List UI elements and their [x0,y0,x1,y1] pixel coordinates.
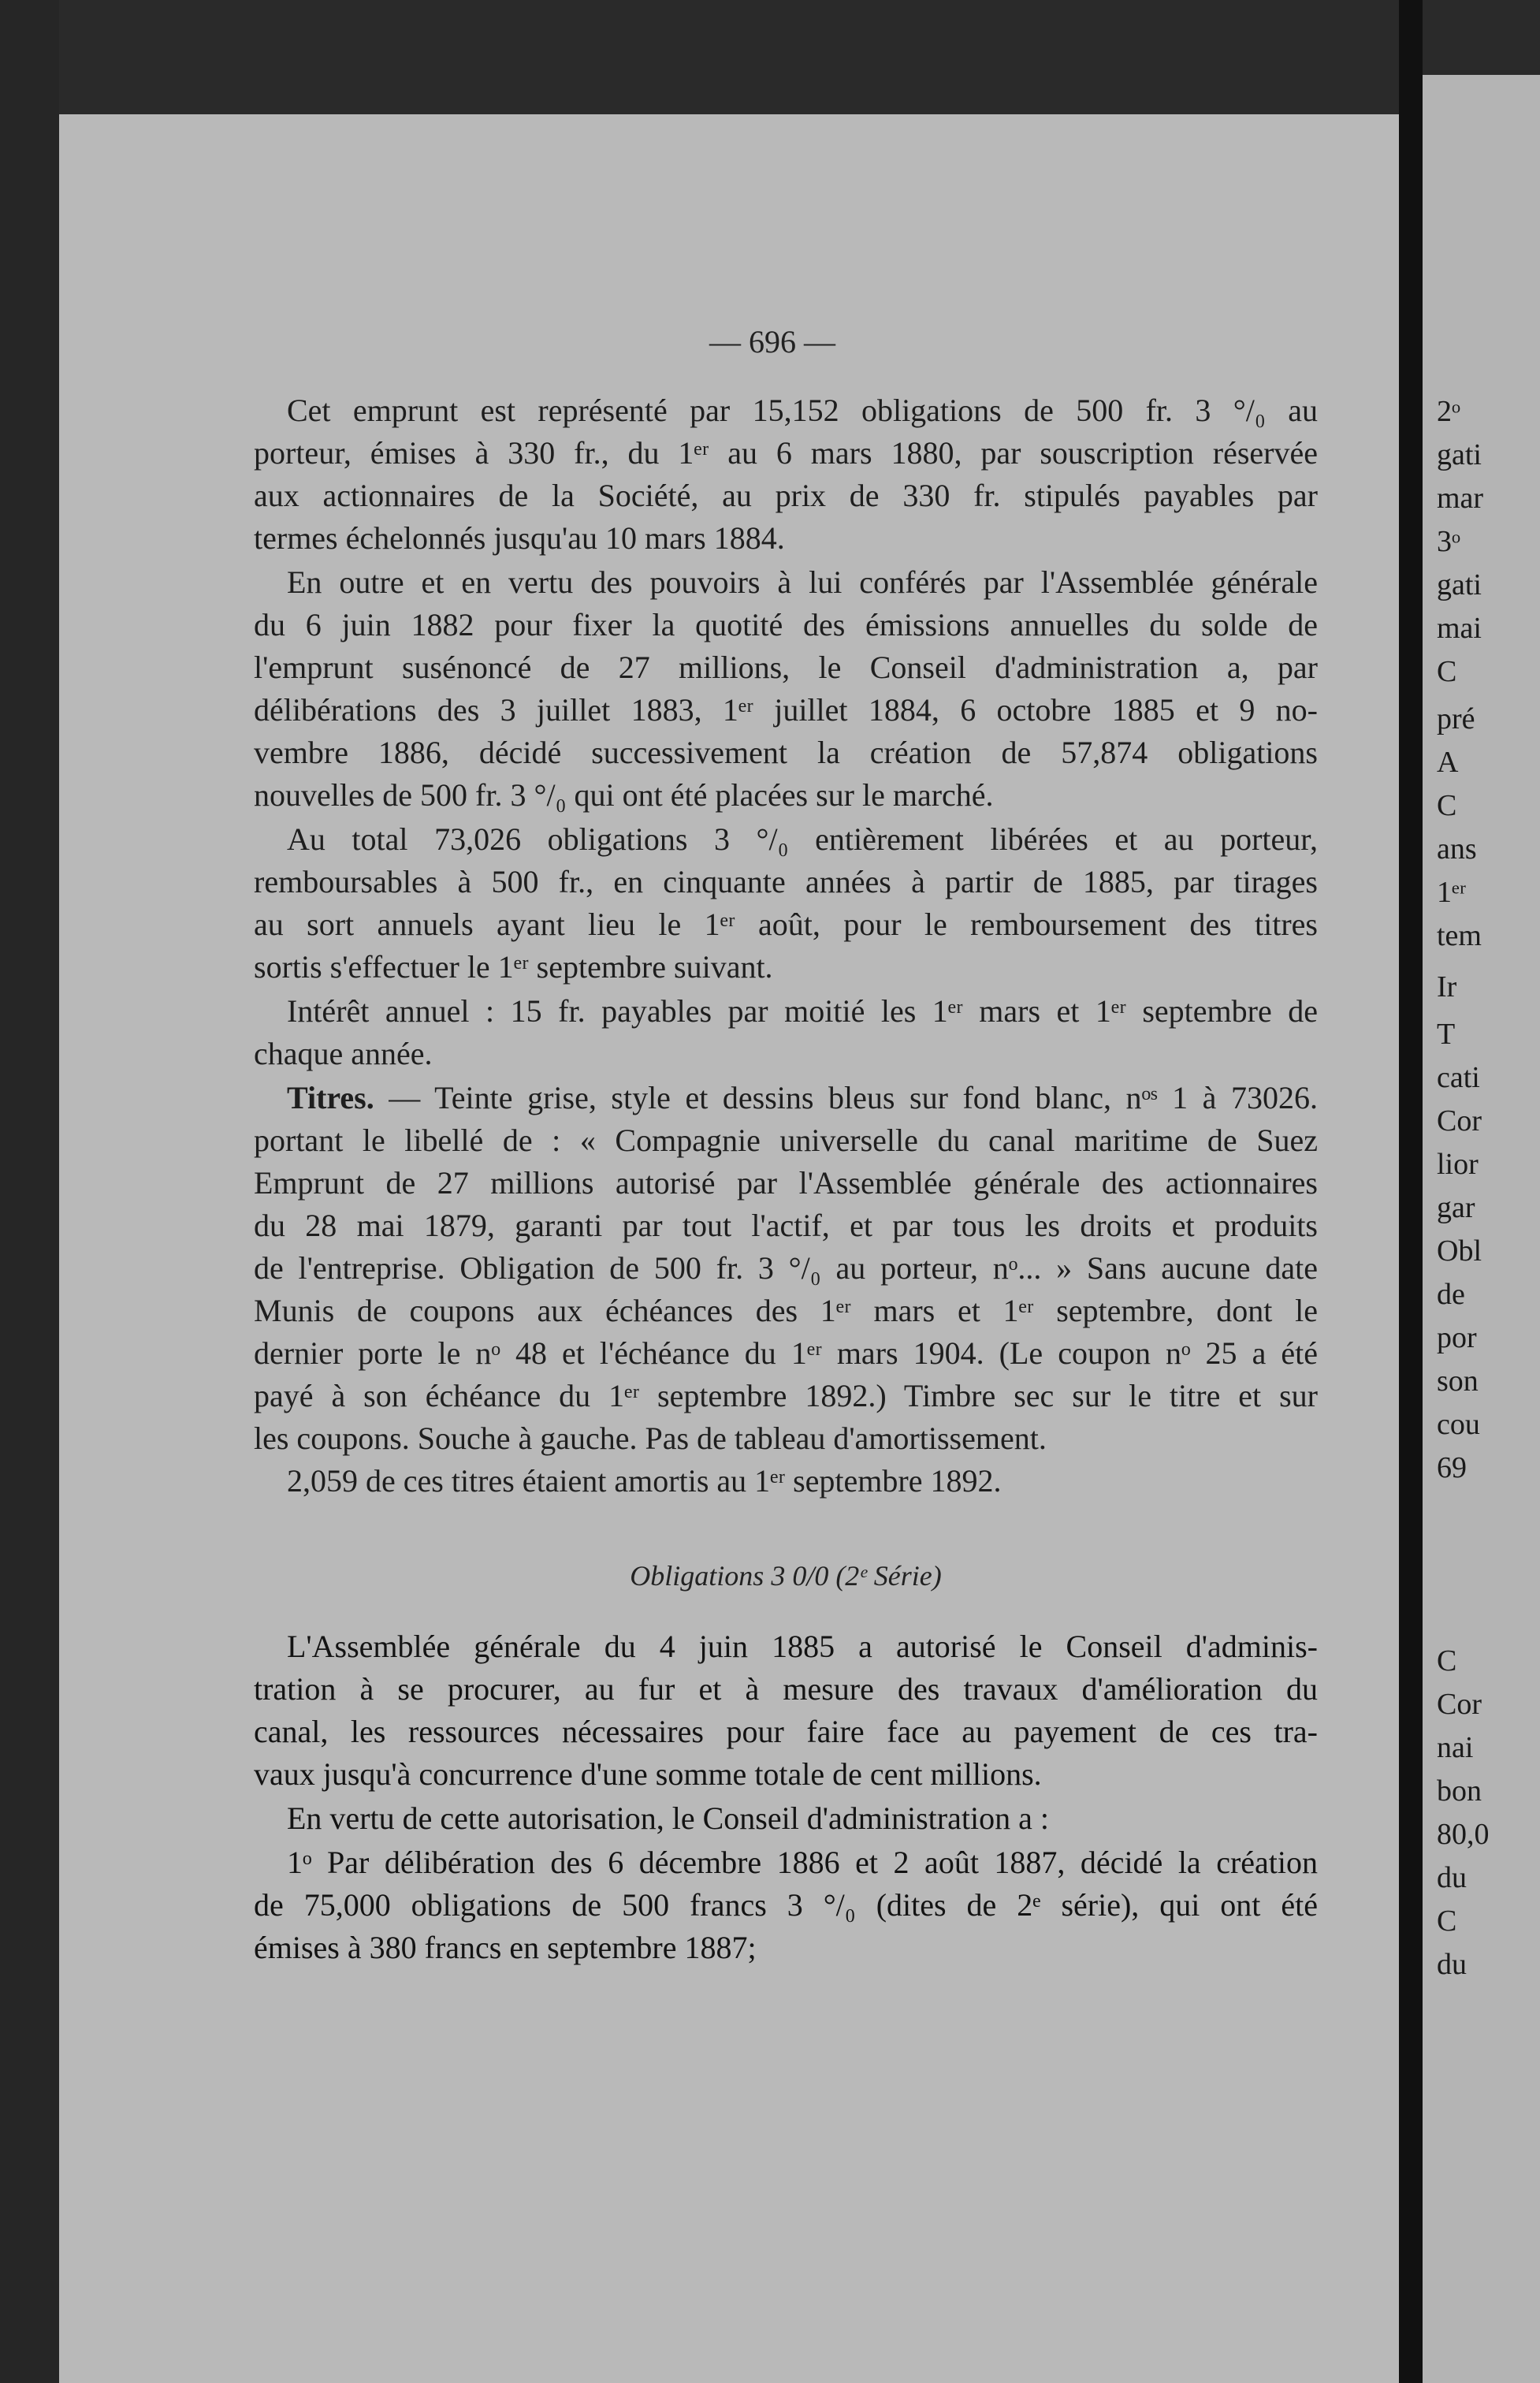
adjacent-page-text: ans [1437,832,1477,866]
adjacent-page-text: tem [1437,919,1482,952]
text-line: l'emprunt susénoncé de 27 millions, le Conseil d'administration a, par [254,650,1318,685]
text-line: chaque année. [254,1036,433,1071]
adjacent-page-text: C [1437,1644,1457,1677]
text-line: aux actionnaires de la Société, au prix de 330 fr. stipulés payables par [254,478,1318,513]
text-line: du 28 mai 1879, garanti par tout l'actif, et par tous les droits et produits [254,1208,1318,1243]
adjacent-page-text: C [1437,655,1457,688]
adjacent-page-text: son [1437,1365,1479,1398]
adjacent-page-text: du [1437,1948,1467,1981]
text-line: termes échelonnés jusqu'au 10 mars 1884. [254,520,785,556]
text-line: portant le libellé de : « Compagnie universelle du canal maritime de Suez [254,1123,1318,1158]
section-heading: Obligations 3 0/0 (2ᵉ Série) [630,1560,942,1592]
text-line: nouvelles de 500 fr. 3 °/₀ qui ont été placées sur le marché. [254,777,994,813]
text-line: remboursables à 500 fr., en cinquante années à partir de 1885, par tirages [254,864,1318,899]
adjacent-page-text: Obl [1437,1234,1482,1268]
text-line: tration à se procurer, au fur et à mesure des travaux d'amélioration du [254,1671,1318,1707]
text-line: payé à son échéance du 1ᵉʳ septembre 1892.) Timbre sec sur le titre et sur [254,1378,1318,1413]
adjacent-page-text: Cor [1437,1688,1482,1721]
adjacent-page-text: Ir [1437,970,1457,1003]
text-line: canal, les ressources nécessaires pour faire face au payement de ces tra- [254,1714,1318,1749]
text-line: de 75,000 obligations de 500 francs 3 °/₀ (dites de 2ᵉ série), qui ont été [254,1887,1318,1923]
text-line: porteur, émises à 330 fr., du 1ᵉʳ au 6 mars 1880, par souscription réservée [254,435,1318,471]
text-line: au sort annuels ayant lieu le 1ᵉʳ août, pour le remboursement des titres [254,907,1318,942]
text-line: Au total 73,026 obligations 3 °/₀ entièrement libérées et au porteur, [287,821,1318,857]
text-line: délibérations des 3 juillet 1883, 1ᵉʳ juillet 1884, 6 octobre 1885 et 9 no- [254,692,1318,728]
text-line: émises à 380 francs en septembre 1887; [254,1930,757,1965]
paragraph-lead-bold: Titres. [287,1080,374,1115]
text-line: Cet emprunt est représenté par 15,152 obligations de 500 fr. 3 °/₀ au [287,393,1318,428]
adjacent-page-text: gar [1437,1191,1475,1224]
adjacent-page-text: por [1437,1321,1477,1354]
adjacent-page-text: de [1437,1278,1465,1311]
book-gutter [1399,0,1423,2383]
page-number: — 696 — [709,324,835,359]
text-line: 2,059 de ces titres étaient amortis au 1ᵉʳ septembre 1892. [287,1463,1002,1499]
adjacent-page-text: gati [1437,568,1482,601]
adjacent-page-text: 3ᵒ [1437,525,1460,558]
text-line: vaux jusqu'à concurrence d'une somme totale de cent millions. [254,1756,1042,1792]
adjacent-page-text: nai [1437,1731,1474,1764]
text-line: Titres. — Teinte grise, style et dessins bleus sur fond blanc, nᵒˢ 1 à 73026. [287,1080,1318,1115]
text-line: les coupons. Souche à gauche. Pas de tableau d'amortissement. [254,1420,1047,1456]
adjacent-page-fragment [1423,75,1540,2383]
adjacent-page-text: 1ᵉʳ [1437,876,1466,909]
adjacent-page-text: bon [1437,1774,1482,1808]
text-line: En outre et en vertu des pouvoirs à lui conférés par l'Assemblée générale [287,564,1318,600]
text-line: sortis s'effectuer le 1ᵉʳ septembre suivant. [254,949,773,985]
text-line: 1ᵒ Par délibération des 6 décembre 1886 et 2 août 1887, décidé la création [287,1845,1318,1880]
adjacent-page-text: 2ᵒ [1437,395,1460,428]
adjacent-page-text: C [1437,1905,1457,1938]
text-line: En vertu de cette autorisation, le Conseil d'administration a : [287,1800,1049,1836]
text-line: du 6 juin 1882 pour fixer la quotité des émissions annuelles du solde de [254,607,1318,642]
text-line: L'Assemblée générale du 4 juin 1885 a autorisé le Conseil d'adminis- [287,1629,1318,1664]
text-line: Emprunt de 27 millions autorisé par l'Assemblée générale des actionnaires [254,1165,1318,1201]
adjacent-page-text: A [1437,746,1459,779]
adjacent-page-text: T [1437,1018,1456,1051]
adjacent-page-text: lior [1437,1148,1479,1181]
adjacent-page-text: C [1437,789,1457,822]
adjacent-page-text: mar [1437,482,1484,515]
adjacent-page-text: pré [1437,702,1475,735]
adjacent-page-text: cou [1437,1408,1480,1441]
adjacent-page-text: cati [1437,1061,1480,1094]
text-line: vembre 1886, décidé successivement la création de 57,874 obligations [254,735,1318,770]
adjacent-page-text: du [1437,1861,1467,1894]
text-line: dernier porte le nᵒ 48 et l'échéance du 1ᵉʳ mars 1904. (Le coupon nᵒ 25 a été [254,1335,1318,1371]
adjacent-page-text: 69 [1437,1451,1467,1484]
adjacent-page-text: gati [1437,438,1482,471]
text-line: de l'entreprise. Obligation de 500 fr. 3 °/₀ au porteur, nᵒ... » Sans aucune date [254,1250,1318,1286]
text-line: Intérêt annuel : 15 fr. payables par moitié les 1ᵉʳ mars et 1ᵉʳ septembre de [287,993,1318,1029]
adjacent-page-text: mai [1437,612,1482,645]
adjacent-page-text: 80,0 [1437,1818,1490,1851]
text-line: Munis de coupons aux échéances des 1ᵉʳ mars et 1ᵉʳ septembre, dont le [254,1293,1318,1328]
scanner-border [0,0,59,2383]
adjacent-page-text: Cor [1437,1104,1482,1138]
